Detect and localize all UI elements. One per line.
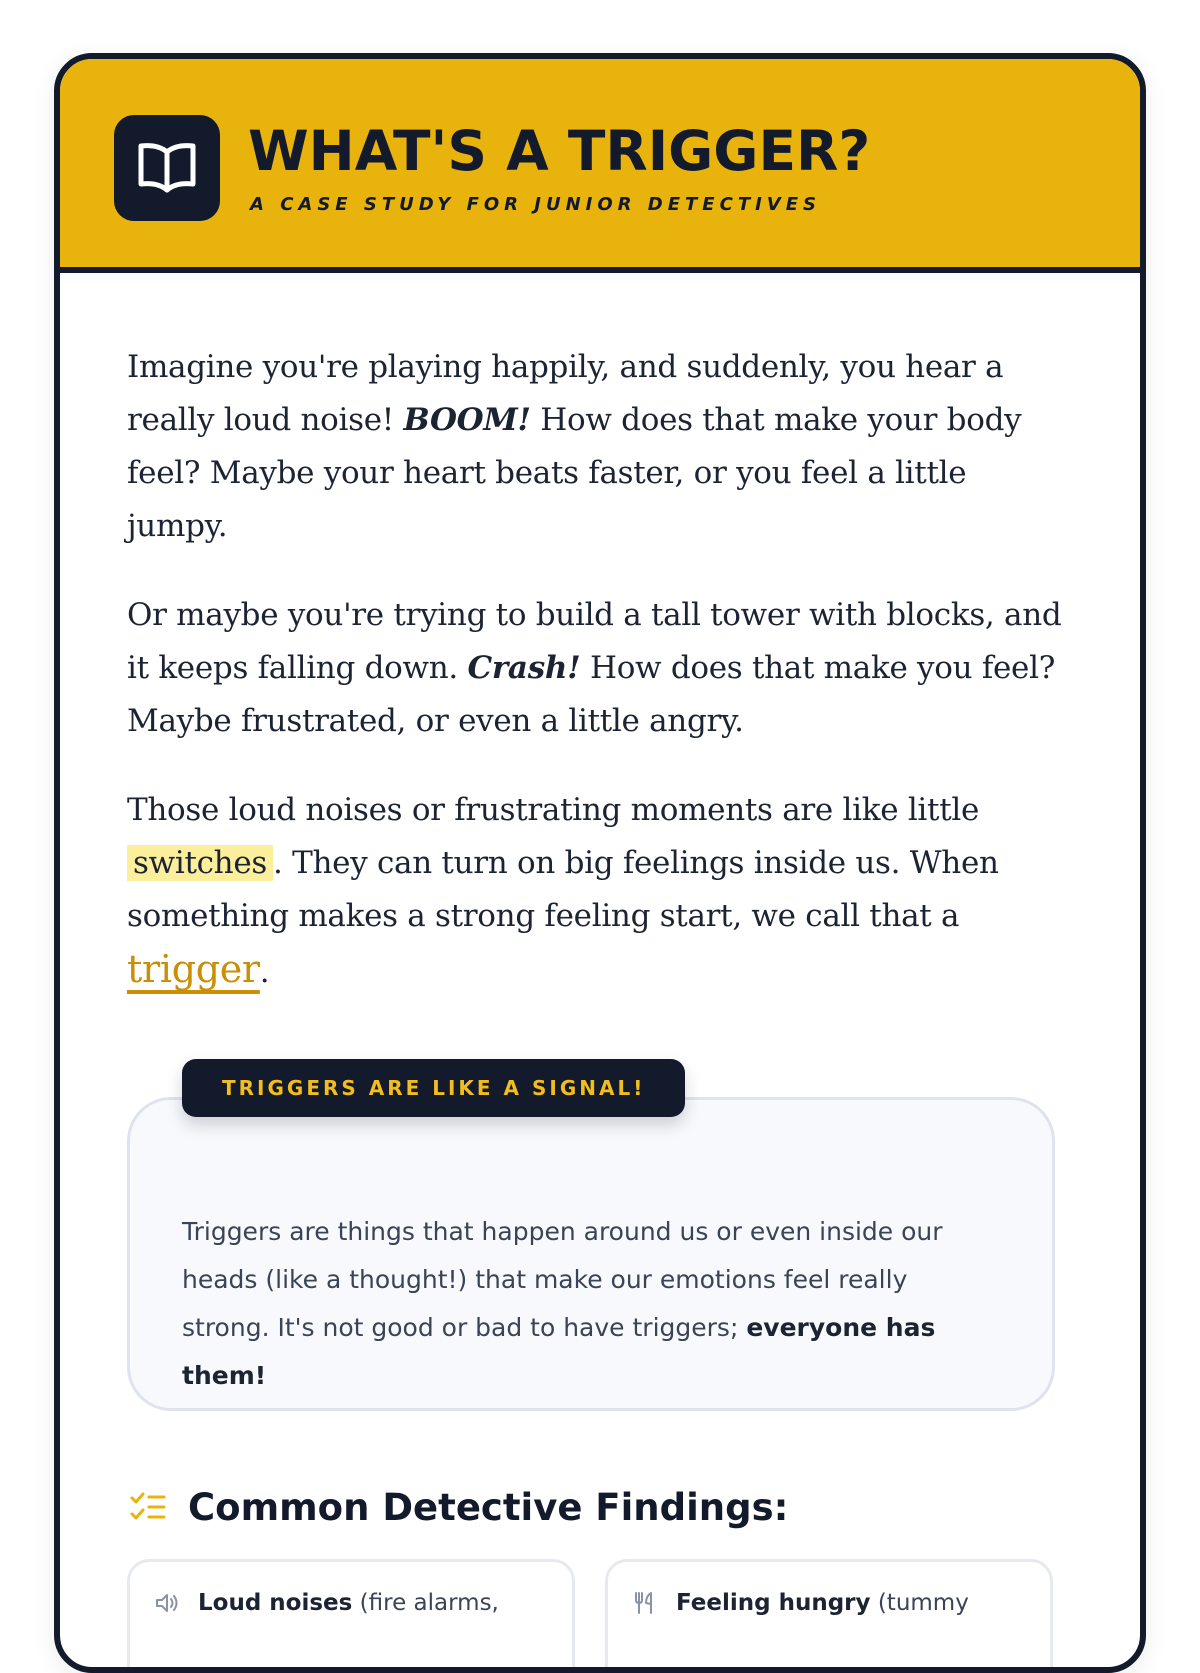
finding-label: Loud noises [198,1590,353,1616]
intro-paragraph-3 [127,784,1067,999]
finding-text [198,1590,499,1616]
text-run: How does that make you feel? Maybe frustrated, or even a little angry. [127,650,1056,739]
highlight-switches: switches [127,845,273,881]
text-run: . [259,954,270,990]
card-header [60,59,1140,273]
speaker-icon [154,1592,180,1614]
finding-card-loud-noises [127,1559,575,1673]
signal-callout [127,1059,1055,1390]
text-run: Or maybe you're trying to build a tall tower with blocks, and it keeps falling down. [127,597,1062,686]
text-run: How does that make your body feel? Maybe your heart beats faster, or you feel a little jumpy. [127,402,1022,544]
finding-text [676,1590,969,1616]
finding-detail: (fire alarms, [352,1590,499,1616]
intro-text [127,341,1067,1035]
book-logo [114,115,220,221]
finding-row [154,1590,499,1616]
page-subtitle: A CASE STUDY FOR JUNIOR DETECTIVES [250,194,821,215]
text-run: . They can turn on big feelings inside us. When something makes a strong feeling start, we call that a [127,845,999,934]
callout-bold: everyone has them! [182,1313,936,1390]
callout-text [182,1208,1002,1400]
emphasis-boom: BOOM! [403,402,531,438]
text-run: Those loud noises or frustrating moments are like little [127,792,980,828]
utensils-icon [632,1591,658,1615]
finding-row [632,1590,969,1616]
intro-paragraph-2 [127,589,1067,748]
text-run: Triggers are things that happen around us or even inside our heads (like a thought!) that make our emotions feel really strong. It's not good or bad to have triggers; [182,1217,943,1342]
intro-paragraph-1 [127,341,1067,553]
lesson-card [54,53,1146,1673]
callout-box [127,1097,1055,1411]
finding-detail: (tummy [870,1590,969,1616]
text-run: Imagine you're playing happily, and suddenly, you hear a really loud noise! [127,349,1004,438]
findings-title: Common Detective Findings: [188,1485,789,1529]
term-trigger: trigger [127,947,260,991]
open-book-icon [136,140,198,196]
finding-label: Feeling hungry [676,1590,871,1616]
callout-tag: TRIGGERS ARE LIKE A SIGNAL! [182,1059,685,1117]
page-title: WHAT'S A TRIGGER? [248,119,871,183]
finding-card-feeling-hungry [605,1559,1053,1673]
checklist-icon [130,1491,166,1523]
emphasis-crash: Crash! [467,650,581,686]
findings-header [130,1479,788,1535]
